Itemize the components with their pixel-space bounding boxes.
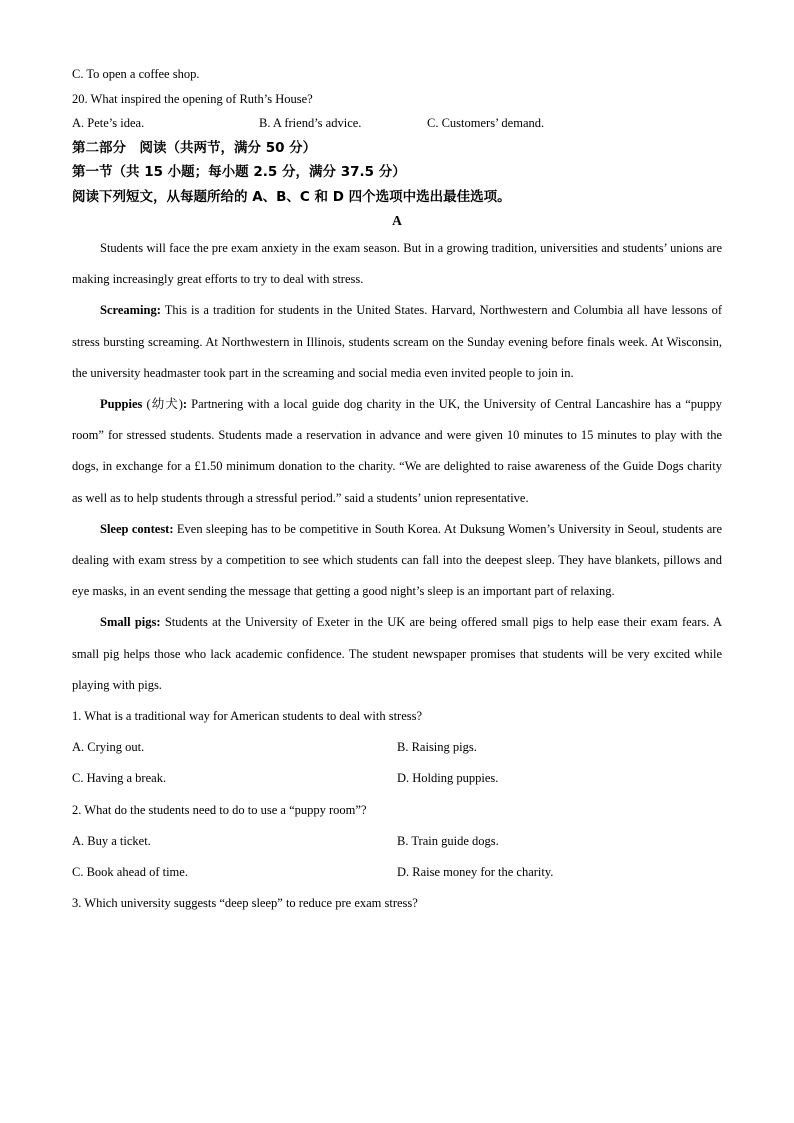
paragraph-lead: Small pigs: [100, 615, 161, 630]
section1-title: 第一节（共 15 小题；每小题 2.5 分，满分 37.5 分） [72, 164, 406, 180]
paragraph-lead: Sleep contest: [100, 521, 174, 536]
q19-option-c: C. To open a coffee shop. [72, 67, 200, 81]
question-2-options-row-2 [72, 857, 722, 888]
question-1-option-c: C. Having a break. [72, 771, 167, 786]
question-1-options-row-2 [72, 763, 722, 794]
q20-option-b: B. A friend’s advice. [259, 116, 362, 130]
paragraph-text: This is a tradition for students in the United States. Harvard, Northwestern and Columbia all have lessons of stress bursting screaming. At Northwestern in Illinois, students scream on the Sunday evening before finals week. At Wisconsin, the university headmaster took part in the screaming and social media even invited people to join in. [72, 303, 722, 380]
question-2-options-row-1 [72, 826, 722, 857]
passage-paragraph-screaming [72, 295, 722, 389]
question-2-option-d: D. Raise money for the charity. [397, 865, 554, 880]
question-2-option-c: C. Book ahead of time. [72, 865, 188, 880]
question-1-option-d: D. Holding puppies. [397, 771, 499, 786]
question-2: 2. What do the students need to do to use a “puppy room”? [72, 802, 367, 817]
passage-paragraph-puppies [72, 389, 722, 514]
reading-instruction: 阅读下列短文，从每题所给的 A、B、C 和 D 四个选项中选出最佳选项。 [72, 188, 511, 205]
paragraph-text: Students at the University of Exeter in the UK are being offered small pigs to help ease their exam fears. A small pig helps those who lack academic confidence. The student newspaper promises that students will be very excited while playing with pigs. [72, 615, 722, 692]
question-1-option-b: B. Raising pigs. [397, 740, 477, 755]
exam-page [72, 62, 722, 919]
paragraph-lead-note: (幼犬) [142, 397, 183, 412]
q20-options [72, 111, 722, 136]
paragraph-text: Partnering with a local guide dog charity in the UK, the University of Central Lancashire has a “puppy room” for stressed students. Students made a reservation in advance and were given 10 minutes to 15 minutes to play with the dogs, in exchange for a £1.50 minimum donation to the charity. “We are delighted to raise awareness of the Guide Dogs charity as well as to help students through a stressful period.” said a students’ union representative. [72, 397, 723, 505]
question-1-options-row-1 [72, 732, 722, 763]
passage-paragraph-small-pigs [72, 607, 722, 701]
question-2-option-a: A. Buy a ticket. [72, 833, 151, 848]
question-1: 1. What is a traditional way for American students to deal with stress? [72, 709, 423, 724]
paragraph-lead: Puppies [100, 397, 143, 412]
question-2-option-b: B. Train guide dogs. [397, 833, 499, 848]
passage-letter: A [392, 213, 402, 228]
paragraph-text: Even sleeping has to be competitive in South Korea. At Duksung Women’s University in Seoul, students are dealing with exam stress by a competition to see which students can fall into the deepest sleep. They have blankets, pillows and eye masks, in an event sending the message that getting a good night’s sleep is an important part of relaxing. [72, 521, 723, 599]
q20-question: 20. What inspired the opening of Ruth’s House? [72, 91, 313, 106]
question-1-option-a: A. Crying out. [72, 740, 145, 755]
part2-title: 第二部分 阅读（共两节，满分 50 分） [72, 139, 317, 156]
q20-option-a: A. Pete’s idea. [72, 116, 145, 130]
question-3: 3. Which university suggests “deep sleep” to reduce pre exam stress? [72, 896, 418, 911]
passage-paragraph-sleep-contest [72, 514, 722, 608]
passage-intro: Students will face the pre exam anxiety in the exam season. But in a growing tradition, universities and students’ unions are making increasingly great efforts to try to deal with stress. [72, 241, 722, 287]
paragraph-lead: Screaming: [100, 303, 161, 318]
q20-option-c: C. Customers’ demand. [427, 116, 545, 130]
paragraph-lead-colon: : [182, 397, 188, 412]
